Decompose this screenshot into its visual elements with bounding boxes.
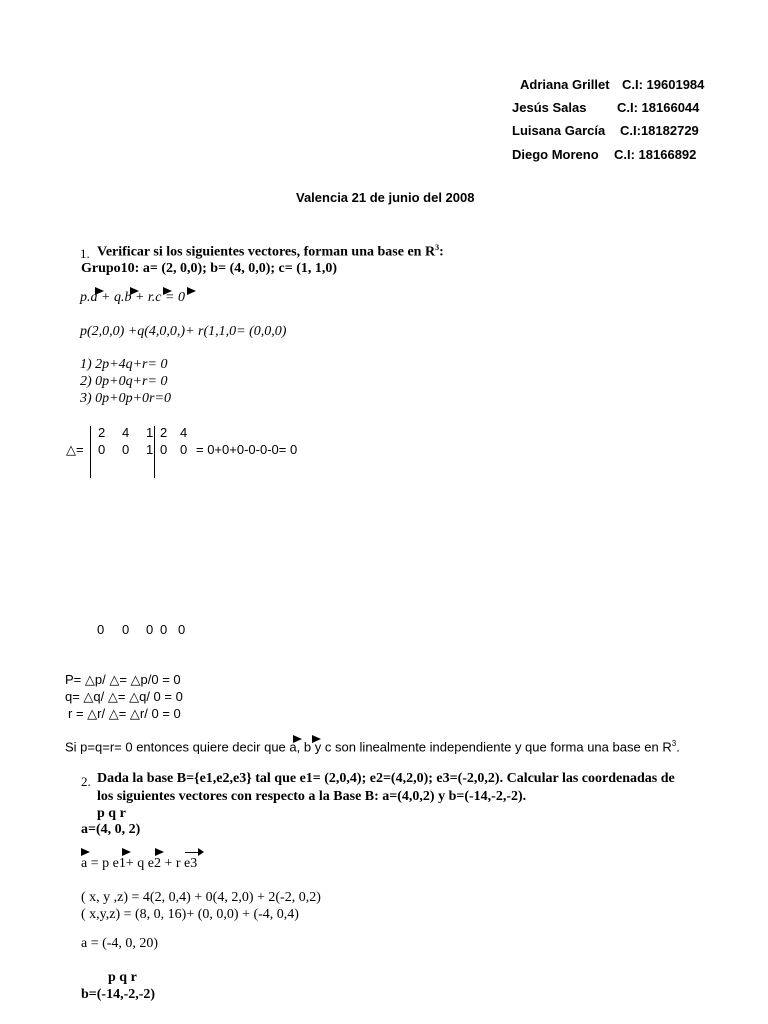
vector-arrow-icon	[81, 848, 90, 856]
q2-b-definition: b=(-14,-2,-2)	[81, 987, 156, 1002]
author-1-ci: C.I: 19601984	[622, 77, 705, 92]
det-cell: 2	[98, 425, 106, 440]
author-1-name: Adriana Grillet	[520, 77, 610, 92]
q1-system-eq2: 2) 0p+0q+r= 0	[80, 374, 168, 389]
determinant-label: △=	[66, 442, 84, 457]
q2-statement-line2: los siguientes vectores con respecto a la Base B: a=(4,0,2) y b=(-14,-2,-2).	[97, 789, 527, 804]
zero-cell: 0	[97, 622, 105, 637]
q2-number: 2.	[81, 774, 91, 789]
q1-system-eq1: 1) 2p+4q+r= 0	[80, 357, 168, 372]
q2-xyz-line1: ( x, y ,z) = 4(2, 0,4) + 0(4, 2,0) + 2(-2, 0,2)	[81, 890, 321, 905]
q2-a-definition: a=(4, 0, 2)	[81, 822, 141, 837]
det-cell: 4	[180, 425, 188, 440]
q1-title: Verificar si los siguientes vectores, forman una base en $R^3$:	[97, 243, 444, 260]
zero-cell: 0	[146, 622, 154, 637]
author-4-ci: C.I: 18166892	[614, 147, 697, 162]
det-cell: 0	[160, 442, 168, 457]
zero-cell: 0	[122, 622, 130, 637]
q2-pqr-label: p q r	[97, 806, 126, 821]
vector-arrow-icon	[130, 287, 139, 295]
r-result: r = △r/ △= △r/ 0 = 0	[68, 706, 181, 721]
author-3-ci: C.I:18182729	[620, 123, 699, 138]
q1-vector-equation: p.a + q.b + r.c = 0	[80, 290, 185, 305]
vector-arrow-icon	[122, 848, 131, 856]
vector-arrow-icon	[293, 735, 302, 743]
q1-number: 1.	[80, 246, 90, 261]
author-4-name: Diego Moreno	[512, 147, 599, 162]
determinant-result: = 0+0+0-0-0-0= 0	[196, 442, 298, 457]
q1-conclusion: Si p=q=r= 0 entonces quiere decir que a, b y c son linealmente independiente y que forma una base en $R^3$.	[65, 739, 680, 755]
determinant-bar-left	[90, 426, 91, 478]
q1-group: Grupo10: a= (2, 0,0); b= (4, 0,0); c= (1, 1,0)	[81, 261, 338, 276]
author-3-name: Luisana García	[512, 123, 606, 138]
q2-linear-combination: a = p e1+ q e2 + r e3	[81, 856, 198, 871]
zero-cell: 0	[160, 622, 168, 637]
det-cell: 4	[122, 425, 130, 440]
document-date: Valencia 21 de junio del 2008	[296, 190, 475, 205]
q2-xyz-line2: ( x,y,z) = (8, 0, 16)+ (0, 0,0) + (-4, 0,4)	[81, 907, 299, 922]
det-cell: 1	[146, 425, 154, 440]
det-cell: 2	[160, 425, 168, 440]
vector-arrow-icon	[187, 287, 196, 295]
determinant-bar-right	[154, 426, 155, 478]
zero-cell: 0	[178, 622, 186, 637]
vector-arrow-icon	[198, 848, 204, 856]
author-2-ci: C.I: 18166044	[617, 100, 700, 115]
vector-arrow-icon	[155, 848, 164, 856]
vector-arrow-icon	[312, 735, 321, 743]
det-cell: 0	[180, 442, 188, 457]
q1-system-eq3: 3) 0p+0p+0r=0	[80, 391, 171, 406]
det-cell: 1	[146, 442, 154, 457]
vector-arrow-icon	[95, 287, 104, 295]
q1-expanded-equation: p(2,0,0) +q(4,0,0,)+ r(1,1,0= (0,0,0)	[80, 324, 287, 339]
q2-a-result: a = (-4, 0, 20)	[81, 936, 159, 951]
q-result: q= △q/ △= △q/ 0 = 0	[65, 689, 183, 704]
det-cell: 0	[122, 442, 130, 457]
author-2-name: Jesús Salas	[512, 100, 587, 115]
q2-statement-line1: Dada la base B={e1,e2,e3} tal que e1= (2,0,4); e2=(4,2,0); e3=(-2,0,2). Calcular las coordenadas de	[97, 771, 675, 786]
q2-pqr-label-2: p q r	[108, 970, 137, 985]
vector-arrow-icon	[163, 287, 172, 295]
p-result: P= △p/ △= △p/0 = 0	[65, 672, 181, 687]
det-cell: 0	[98, 442, 106, 457]
